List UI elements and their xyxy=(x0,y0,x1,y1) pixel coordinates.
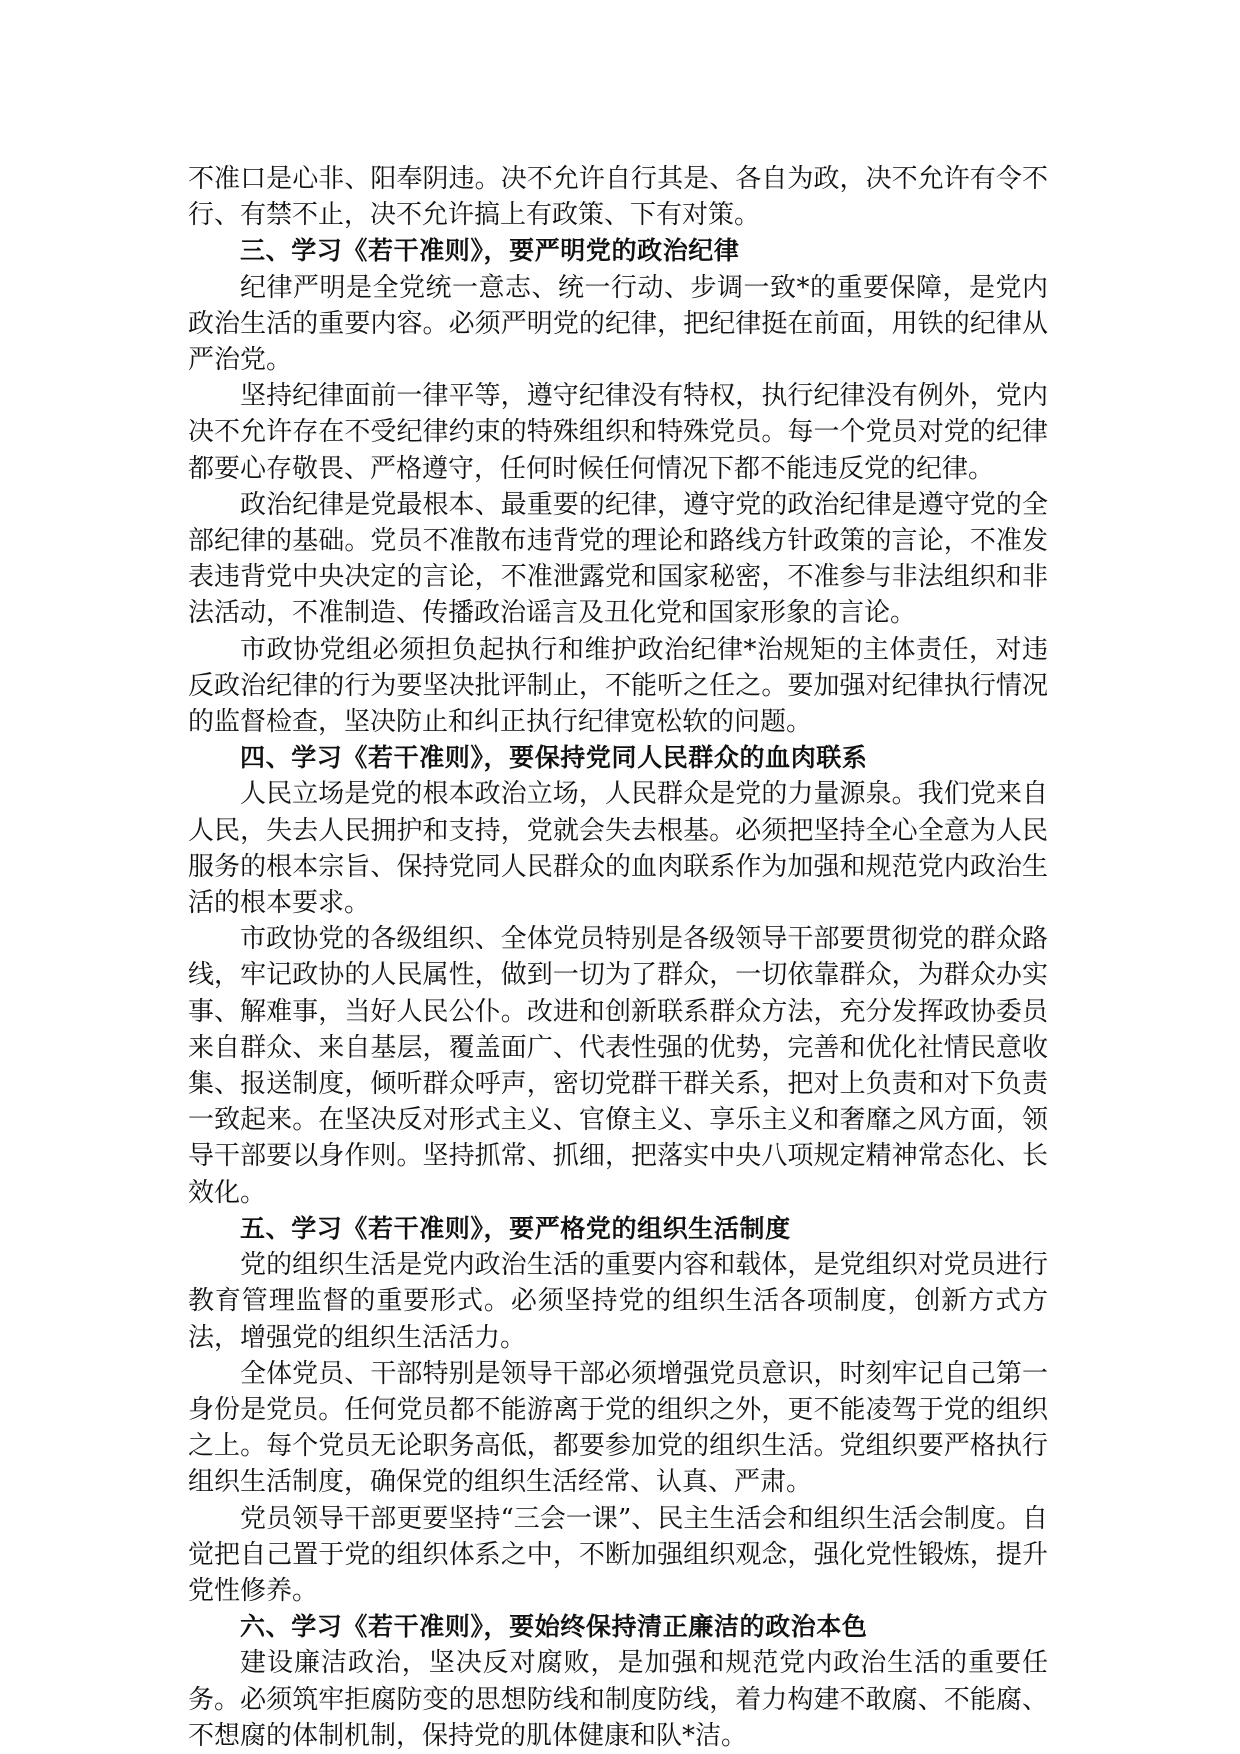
paragraph: 党的组织生活是党内政治生活的重要内容和载体，是党组织对党员进行教育管理监督的重要形式。必须坚持党的组织生活各项制度，创新方式方法，增强党的组织生活活力。 xyxy=(188,1250,1048,1353)
paragraph: 坚持纪律面前一律平等，遵守纪律没有特权，执行纪律没有例外，党内决不允许存在不受纪律约束的特殊组织和特殊党员。每一个党员对党的纪律都要心存敬畏、严格遵守，任何时候任何情况下都不能违反党的纪律。 xyxy=(188,381,1048,484)
paragraph: 全体党员、干部特别是领导干部必须增强党员意识，时刻牢记自己第一身份是党员。任何党员都不能游离于党的组织之外，更不能凌驾于党的组织之上。每个党员无论职务高低，都要参加党的组织生活。党组织要严格执行组织生活制度，确保党的组织生活经常、认真、严肃。 xyxy=(188,1358,1048,1498)
paragraph: 纪律严明是全党统一意志、统一行动、步调一致*的重要保障，是党内政治生活的重要内容。必须严明党的纪律，把纪律挺在前面，用铁的纪律从严治党。 xyxy=(188,272,1048,376)
paragraph: 市政协党组必须担负起执行和维护政治纪律*治规矩的主体责任，对违反政治纪律的行为要坚决批评制止，不能听之任之。要加强对纪律执行情况的监督检查，坚决防止和纠正执行纪律宽松软的问题。 xyxy=(188,634,1048,738)
paragraph-continued: 不准口是心非、阳奉阴违。决不允许自行其是、各自为政，决不允许有令不行、有禁不止，决不允许搞上有政策、下有对策。 xyxy=(188,164,1048,231)
section-heading-6: 六、学习《若干准则》，要始终保持清正廉洁的政治本色 xyxy=(240,1612,868,1642)
section-heading-5: 五、学习《若干准则》，要严格党的组织生活制度 xyxy=(240,1213,791,1243)
paragraph: 建设廉洁政治，坚决反对腐败，是加强和规范党内政治生活的重要任务。必须筑牢拒腐防变的思想防线和制度防线，着力构建不敢腐、不能腐、不想腐的体制机制，保持党的肌体健康和队*洁。 xyxy=(188,1648,1048,1751)
section-heading-3: 三、学习《若干准则》，要严明党的政治纪律 xyxy=(240,236,740,266)
document-page xyxy=(188,161,1048,1754)
section-heading-4: 四、学习《若干准则》，要保持党同人民群众的血肉联系 xyxy=(240,743,868,773)
paragraph: 党员领导干部更要坚持“三会一课”、民主生活会和组织生活会制度。自觉把自己置于党的组织体系之中，不断加强组织观念，强化党性锻炼，提升党性修养。 xyxy=(188,1503,1048,1606)
paragraph: 政治纪律是党最根本、最重要的纪律，遵守党的政治纪律是遵守党的全部纪律的基础。党员不准散布违背党的理论和路线方针政策的言论，不准发表违背党中央决定的言论，不准泄露党和国家秘密，不准参与非法组织和非法活动，不准制造、传播政治谣言及丑化党和国家形象的言论。 xyxy=(188,489,1048,629)
paragraph: 市政协党的各级组织、全体党员特别是各级领导干部要贯彻党的群众路线，牢记政协的人民属性，做到一切为了群众，一切依靠群众，为群众办实事、解难事，当好人民公仆。改进和创新联系群众方法，充分发挥政协委员来自群众、来自基层，覆盖面广、代表性强的优势，完善和优化社情民意收集、报送制度，倾听群众呼声，密切党群干群关系，把对上负责和对下负责一致起来。在坚决反对形式主义、官僚主义、享乐主义和奢靡之风方面，领导干部要以身作则。坚持抓常、抓细，把落实中央八项规定精神常态化、长效化。 xyxy=(188,924,1048,1208)
paragraph: 人民立场是党的根本政治立场，人民群众是党的力量源泉。我们党来自人民，失去人民拥护和支持，党就会失去根基。必须把坚持全心全意为人民服务的根本宗旨、保持党同人民群众的血肉联系作为加强和规范党内政治生活的根本要求。 xyxy=(188,779,1048,919)
